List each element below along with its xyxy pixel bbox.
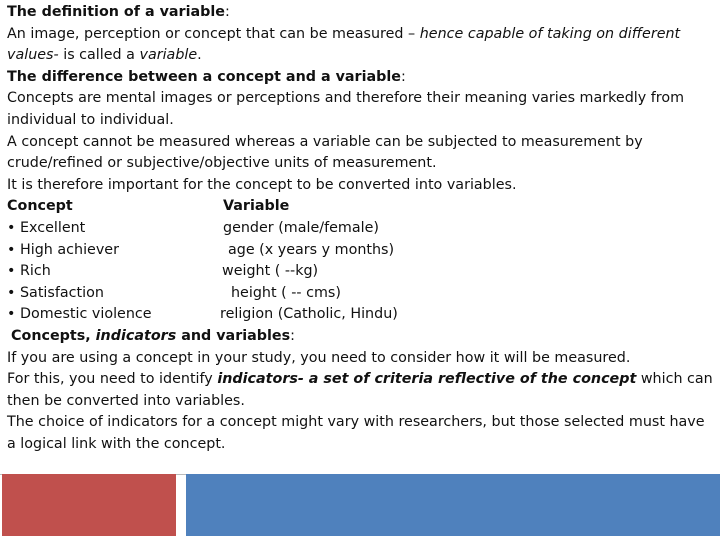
heading-colon: : [290,327,295,344]
concept-cell: • Satisfaction [7,284,104,301]
definition-heading-line [7,2,717,24]
difference-line: A concept cannot be measured whereas a variable can be subjected to measurement by [7,133,643,150]
variable-cell: gender (male/female) [223,219,379,236]
definition-text: An image, perception or concept that can be measured – [7,25,420,42]
variable-cell: height ( -- cms) [231,284,341,301]
indicators-line: If you are using a concept in your study, you need to consider how it will be measured. [7,349,631,366]
indicators-text: which can [636,371,713,388]
variable-cell: age (x years y months) [228,241,395,258]
definition-line-2 [7,45,717,67]
table-row [7,283,717,305]
difference-line: It is therefore important for the concept to be converted into variables. [7,176,517,193]
difference-line: individual to individual. [7,111,174,128]
definition-text: is called a [58,47,140,64]
indicators-heading-italic: indicators [95,327,177,344]
indicators-line-2 [7,369,717,391]
definition-italic: variable [139,47,198,64]
concept-cell: • Rich [7,263,51,280]
concept-column-header: Concept [7,198,73,215]
difference-heading: The difference between a concept and a variable [7,68,401,85]
indicators-line: The choice of indicators for a concept might vary with researchers, but those selected must have [7,414,705,431]
table-header-row [7,196,717,218]
concept-cell: • Domestic violence [7,306,152,323]
definition-heading: The definition of a variable [7,4,225,20]
footer-red-block [2,474,176,536]
indicators-heading-line [7,326,717,348]
table-row [7,261,717,283]
indicators-heading: Concepts, [11,327,96,344]
definition-text: . [197,47,202,64]
heading-colon: : [401,68,406,85]
concept-cell: • Excellent [7,219,86,236]
definition-italic: values- [7,47,59,64]
footer-blue-block [186,474,720,536]
table-row [7,240,717,262]
variable-cell: religion (Catholic, Hindu) [220,306,398,323]
indicators-line: a logical link with the concept. [7,435,226,452]
difference-heading-line [7,67,717,89]
difference-line: crude/refined or subjective/objective units of measurement. [7,155,437,172]
variable-column-header: Variable [223,198,290,215]
indicators-emphasis: indicators- a set of criteria reflective of the concept [217,371,637,388]
indicators-text: For this, you need to identify [7,371,218,388]
table-row [7,304,717,326]
difference-line: Concepts are mental images or perceptions and therefore their meaning varies markedly from [7,90,685,107]
definition-line-1 [7,24,717,46]
indicators-line: then be converted into variables. [7,392,245,409]
slide-content [7,2,717,455]
concept-cell: • High achiever [7,241,119,258]
variable-cell: weight ( --kg) [222,263,319,280]
heading-colon: : [224,4,230,20]
indicators-heading: and variables [176,327,291,344]
definition-italic: hence capable of taking on different [419,25,681,42]
table-row [7,218,717,240]
